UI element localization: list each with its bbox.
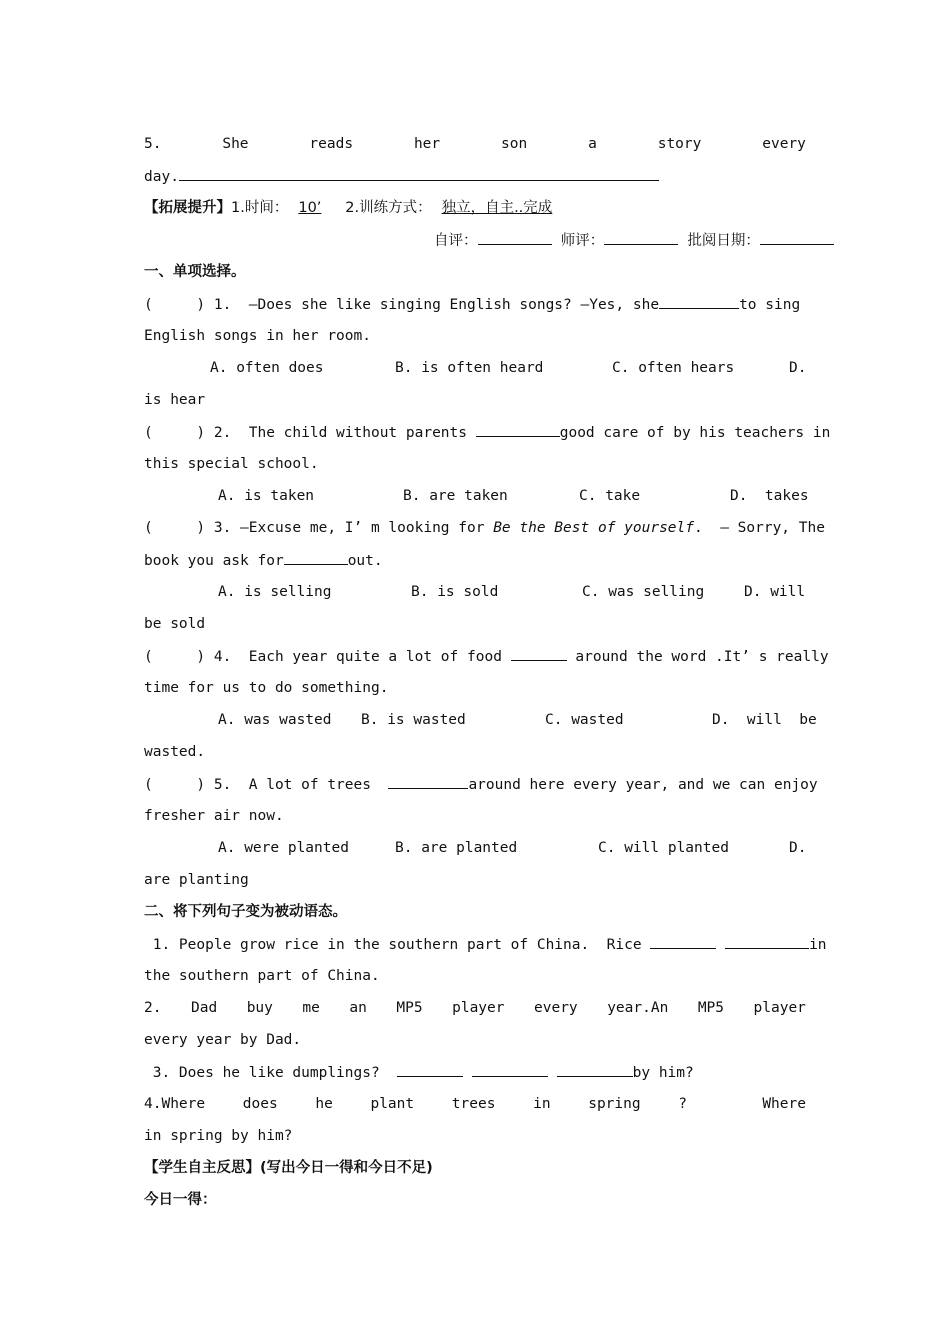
q1-option-a[interactable]: A. often does [210,360,324,376]
q5-answer-line: day. [144,166,806,187]
word: 5. [144,136,162,152]
q4-option-c[interactable]: C. wasted [545,712,624,728]
q2-blank[interactable] [476,422,560,437]
q4-option-d-cont: wasted. [144,744,206,760]
q5-sentence-line [144,134,806,154]
q2-line1: ( ) 2. The child without parents good care of by his teachers in [144,422,806,443]
q3-option-d[interactable]: D. will [744,584,806,600]
time-value: 10’ [298,200,322,216]
p2-s1-blank2[interactable] [725,934,809,949]
q2-option-a[interactable]: A. is taken [218,488,315,504]
q3-line1: ( ) 3. —Excuse me, I’ m looking for Be the Best of yourself. — Sorry, The [144,520,825,536]
evaluation-row [434,230,834,251]
extension-header: 【拓展提升】1.时间： 10’ 2.训练方式： 独立，自主..完成 [144,198,806,218]
word: story [657,136,702,152]
q1-option-b[interactable]: B. is often heard [395,360,544,376]
word: reads [309,136,354,152]
answer-blank[interactable] [179,166,659,181]
p2-s1-line1: 1. People grow rice in the southern part of China. Rice in [144,934,806,955]
date-label: 批阅日期： [687,233,760,249]
q5-line1: ( ) 5. A lot of trees around here every year, and we can enjoy [144,774,806,795]
p2-s1-line2: the southern part of China. [144,968,380,984]
q5-option-d-cont: are planting [144,872,249,888]
self-eval-label: 自评： [434,233,478,249]
q1-blank[interactable] [659,294,739,309]
q5-option-d[interactable]: D. [789,840,807,856]
q1-line2: English songs in her room. [144,328,371,344]
q1-option-d-cont: is hear [144,392,206,408]
word: her [413,136,441,152]
q2-option-d[interactable]: D. takes [730,488,809,504]
p2-s3-blank3[interactable] [557,1062,633,1077]
q5-option-c[interactable]: C. will planted [598,840,729,856]
p2-s3-blank2[interactable] [472,1062,548,1077]
q2-option-c[interactable]: C. take [579,488,641,504]
q3-option-d-cont: be sold [144,616,206,632]
q5-option-b[interactable]: B. are planted [395,840,518,856]
part1-heading: 一、单项选择。 [144,264,246,280]
method-value: 独立，自主..完成 [441,200,553,216]
q2-line2: this special school. [144,456,319,472]
word: son [501,136,528,152]
q4-option-b[interactable]: B. is wasted [361,712,466,728]
q1-line1: ( ) 1. —Does she like singing English songs? —Yes, she to sing [144,294,806,315]
p2-s4-line2: in spring by him? [144,1128,293,1144]
book-title: Be the Best of yourself [493,520,694,536]
p2-s4-line1: 4.Where does he plant trees in spring ? Where [144,1096,806,1112]
word: every [762,136,806,152]
word: She [222,136,249,152]
q5-line2: fresher air now. [144,808,284,824]
p2-s3-line: 3. Does he like dumplings? by him? [144,1062,806,1083]
q1-option-c[interactable]: C. often hears [612,360,735,376]
part2-heading: 二、将下列句子变为被动语态。 [144,904,347,920]
q4-line1: ( ) 4. Each year quite a lot of food around the word .It’ s really [144,646,806,667]
q3-option-c[interactable]: C. was selling [582,584,705,600]
p2-s3-blank1[interactable] [397,1062,463,1077]
p2-s1-blank1[interactable] [650,934,716,949]
q5-option-a[interactable]: A. were planted [218,840,349,856]
q3-option-b[interactable]: B. is sold [411,584,499,600]
q3-line2: book you ask for out. [144,550,806,571]
q5-blank[interactable] [388,774,468,789]
reflection-title: 【学生自主反思】(写出今日一得和今日不足) [144,1160,433,1176]
extension-title: 【拓展提升】 [144,200,231,216]
reflection-gain-label: 今日一得： [144,1192,217,1208]
p2-s2-line1: 2. Dad buy me an MP5 player every year.An MP5 player [144,1000,806,1016]
q4-option-a[interactable]: A. was wasted [218,712,332,728]
q4-blank[interactable] [511,646,567,661]
word: a [588,136,597,152]
q3-option-a[interactable]: A. is selling [218,584,332,600]
q1-option-d[interactable]: D. [789,360,807,376]
date-field[interactable] [760,230,834,245]
teacher-eval-label: 师评： [560,233,605,249]
p2-s2-line2: every year by Dad. [144,1032,302,1048]
q4-option-d[interactable]: D. will be [712,712,817,728]
q2-option-b[interactable]: B. are taken [403,488,508,504]
q3-blank[interactable] [284,550,348,565]
teacher-eval-field[interactable] [604,230,678,245]
q4-line2: time for us to do something. [144,680,389,696]
self-eval-field[interactable] [478,230,552,245]
